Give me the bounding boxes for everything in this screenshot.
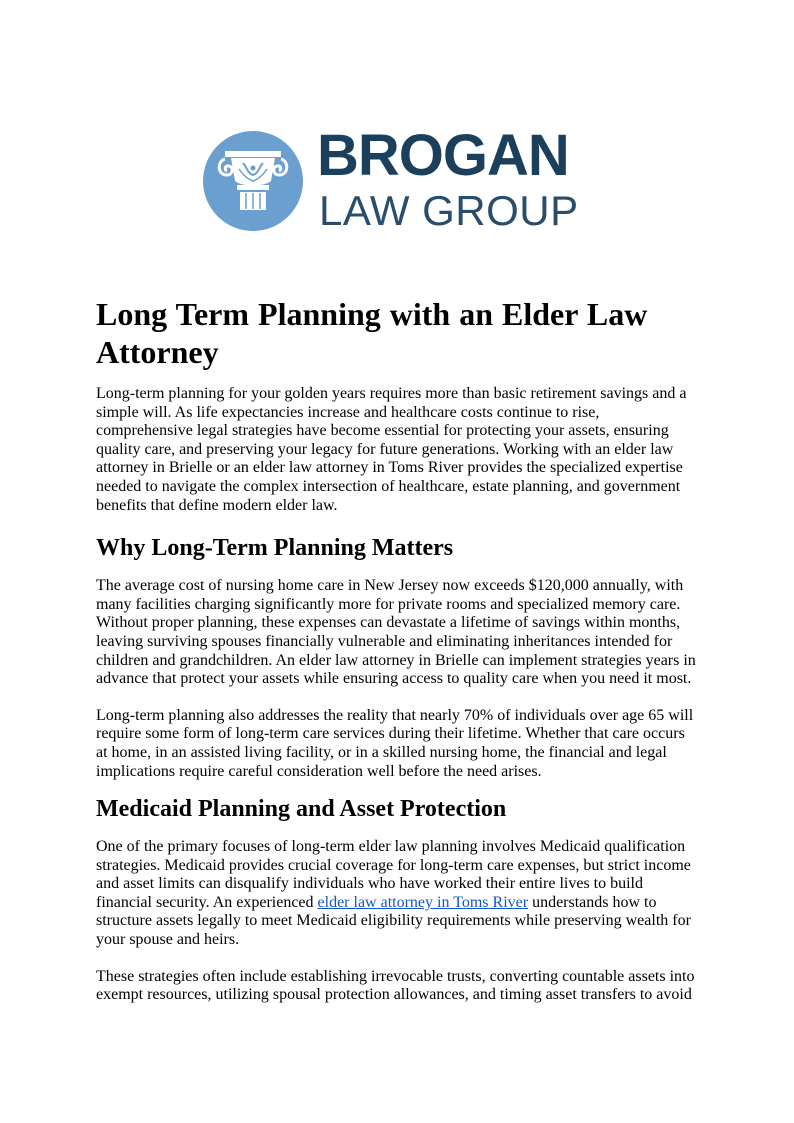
elder-law-toms-river-link[interactable]: elder law attorney in Toms River [317,893,529,911]
article-title: Long Term Planning with an Elder Law Attorney [96,296,648,370]
logo-wordmark-brogan: BROGAN [317,123,569,188]
section2-p1-text-before: One of the primary focuses of long-term elder law planning involves Medicaid qualification strategies. Medicaid provides crucial coverage for long-term care expenses, but strict income and asset limits can disqualify individuals who have worked their entire lives to build financial security. An experienced [96,838,691,911]
brogan-law-group-logo [203,123,583,236]
intro-paragraph: Long-term planning for your golden years requires more than basic retirement savings and a simple will. As life expectancies increase and healthcare costs continue to rise, comprehensive legal strategies have become essential for protecting your assets, ensuring quality care, and preserving your legacy for future generations. Working with an elder law attorney in Brielle or an elder law attorney in Toms River provides the specialized expertise needed to navigate the complex intersection of healthcare, estate planning, and government benefits that define modern elder law. [96,385,687,514]
section2-p1-text-after: understands how to structure assets legally to meet Medicaid eligibility requirements while preserving wealth for your spouse and heirs. [96,893,691,949]
section2-paragraph-2: These strategies often include establishing irrevocable trusts, converting countable assets into exempt resources, utilizing spousal protection allowances, and timing asset transfers to avoid [96,967,695,1004]
section-heading-medicaid-planning: Medicaid Planning and Asset Protection [96,796,507,823]
section2-paragraph-1 [96,838,700,950]
section1-paragraph-1: The average cost of nursing home care in New Jersey now exceeds $120,000 annually, with many facilities charging significantly more for private rooms and specialized memory care. Without proper planning, these expenses can devastate a lifetime of savings within months, leaving surviving spouses financially vulnerable and eliminating inheritances intended for children and grandchildren. An elder law attorney in Brielle can implement strategies years in advance that protect your assets while ensuring access to quality care when you need it most. [96,577,696,688]
section1-paragraph-2: Long-term planning also addresses the reality that nearly 70% of individuals over age 65 will require some form of long-term care services during their lifetime. Whether that care occurs at home, in an assisted living facility, or in a skilled nursing home, the financial and legal implications require careful consideration well before the need arises. [96,706,694,780]
article-body [96,295,700,1023]
logo-wordmark-law-group: LAW GROUP [319,187,579,234]
section-heading-why-planning: Why Long-Term Planning Matters [96,535,454,562]
greek-column-capital-icon [203,131,303,231]
